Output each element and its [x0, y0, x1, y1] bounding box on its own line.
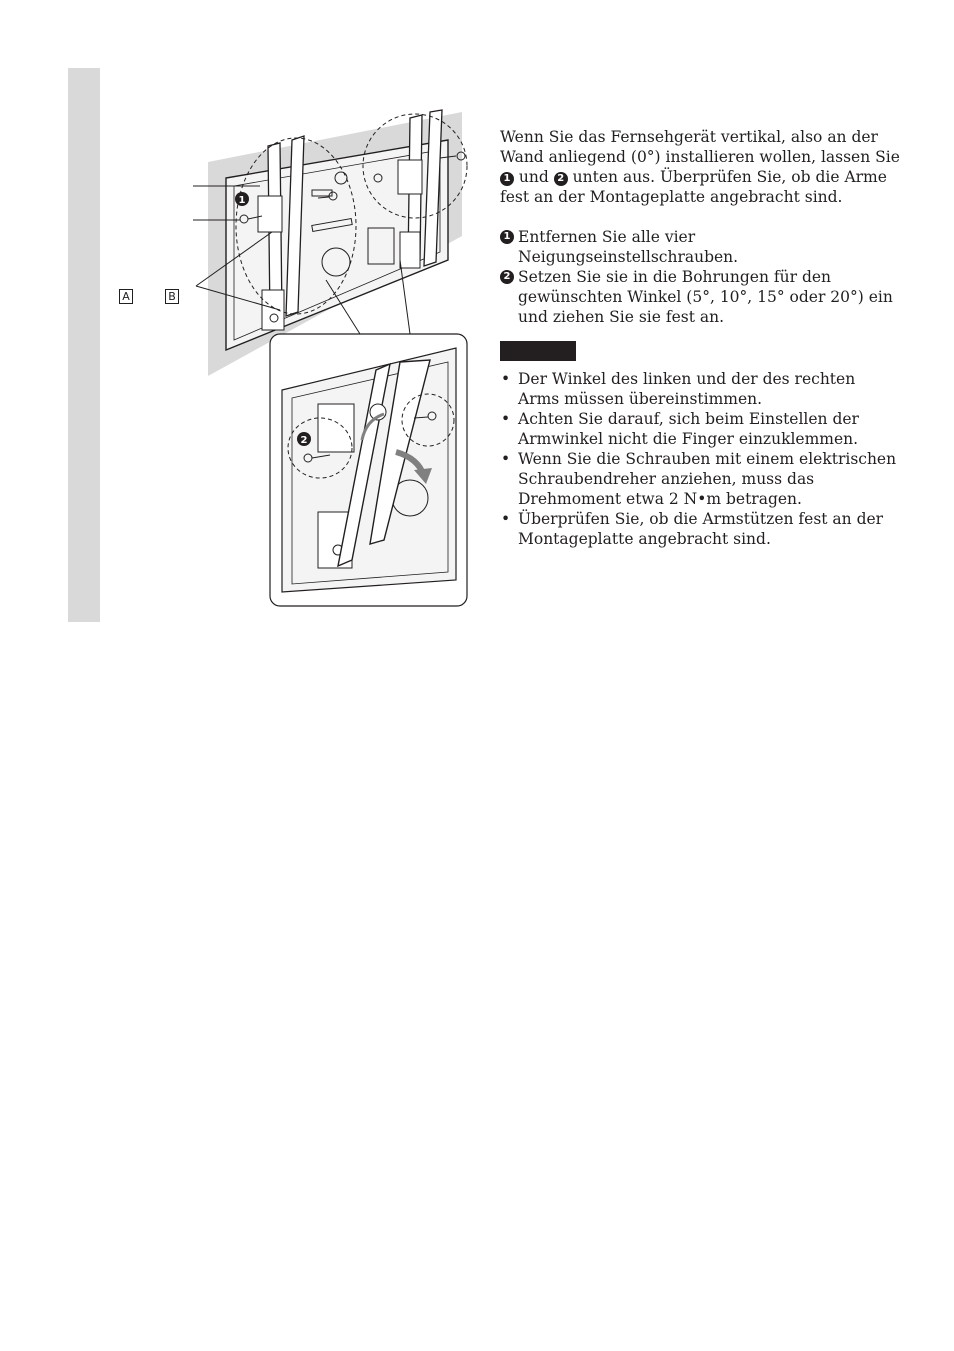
step-2: 2 Setzen Sie sie in die Bohrungen für den gewünschten Winkel (5°, 10°, 15° oder 20°) ein und ziehen Sie sie fest an. — [500, 267, 900, 327]
notes-list — [500, 369, 900, 549]
inline-marker-one-icon: 1 — [500, 172, 514, 186]
bracket-diagram — [100, 100, 480, 620]
notes-header-bar — [500, 341, 576, 361]
step-1-icon: 1 — [500, 230, 514, 244]
step-1: 1 Entfernen Sie alle vier Neigungseinstellschrauben. — [500, 227, 900, 267]
note-item: • Achten Sie darauf, sich beim Einstellen der Armwinkel nicht die Finger einzuklemmen. — [500, 409, 900, 449]
label-a: A — [119, 289, 133, 304]
intro-paragraph: Wenn Sie das Fernsehgerät vertikal, also an der Wand anliegend (0°) installieren wollen, lassen Sie 1 und 2 unten aus. Überprüfen Sie, ob die Arme fest an der Montageplatte angebracht sind. — [500, 128, 900, 206]
marker-two-text: 2 — [300, 435, 308, 446]
mounting-illustration — [100, 100, 480, 620]
instructions — [500, 127, 900, 549]
marker-one-text: 1 — [238, 195, 246, 206]
note-item: • Der Winkel des linken und der des rechten Arms müssen übereinstimmen. — [500, 369, 900, 409]
side-tab-bar — [68, 68, 100, 622]
label-b: B — [165, 289, 179, 304]
note-item: • Überprüfen Sie, ob die Armstützen fest an der Montageplatte angebracht sind. — [500, 509, 900, 549]
inline-marker-two-icon: 2 — [554, 172, 568, 186]
step-2-icon: 2 — [500, 270, 514, 284]
note-item: • Wenn Sie die Schrauben mit einem elektrischen Schraubendreher anziehen, muss das Drehmoment etwa 2 N•m betragen. — [500, 449, 900, 509]
